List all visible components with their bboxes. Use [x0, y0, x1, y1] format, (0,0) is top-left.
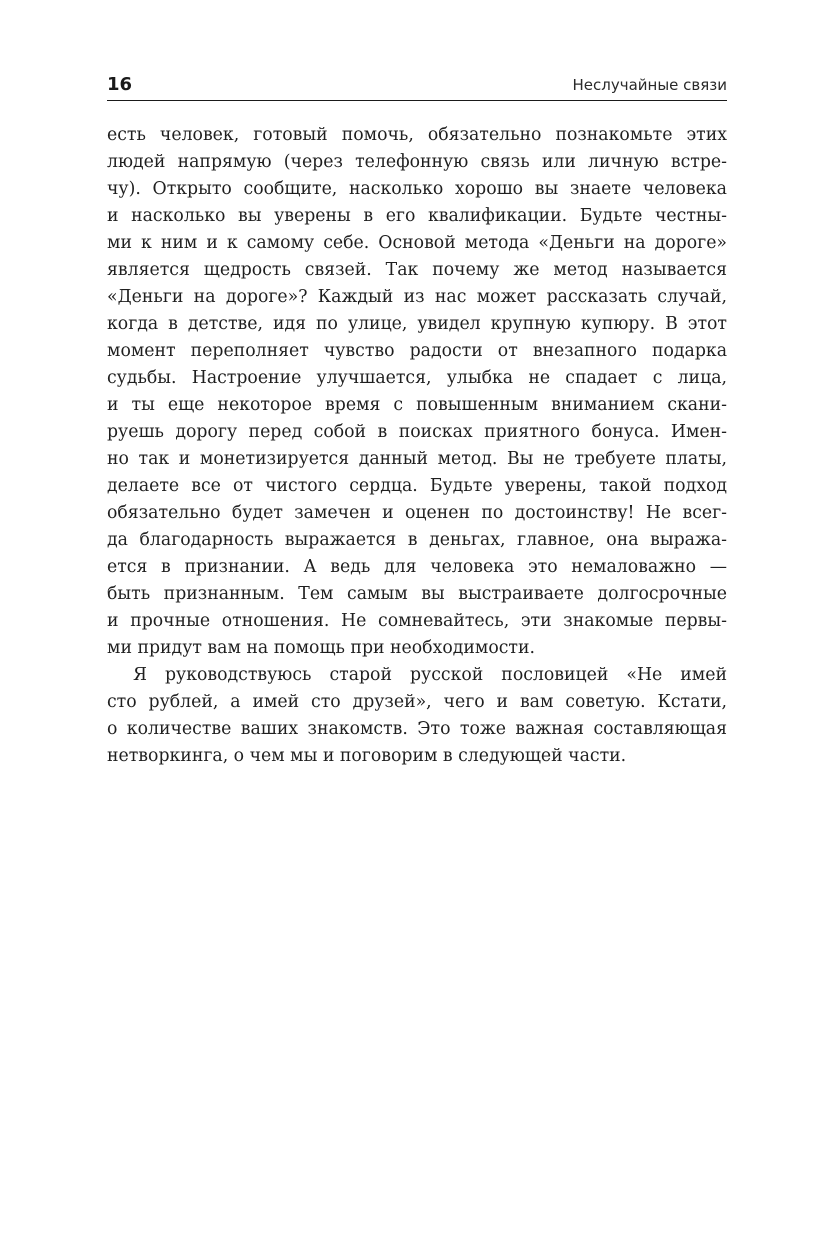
paragraph-1: [107, 122, 727, 662]
text-line: нетворкинга, о чем мы и поговорим в следующей части.: [107, 746, 627, 766]
text-line: и насколько вы уверены в его квалификации. Будьте честны-: [107, 206, 727, 226]
text-line: сто рублей, а имей сто друзей», чего и вам советую. Кстати,: [107, 692, 727, 712]
text-line: чу). Открыто сообщите, насколько хорошо вы знаете человека: [107, 179, 727, 199]
text-line: является щедрость связей. Так почему же метод называется: [107, 260, 727, 280]
text-line: Я руководствуюсь старой русской пословицей «Не имей: [133, 665, 727, 685]
text-line: момент переполняет чувство радости от внезапного подарка: [107, 341, 727, 361]
text-line: судьбы. Настроение улучшается, улыбка не спадает с лица,: [107, 368, 727, 388]
text-line: и прочные отношения. Не сомневайтесь, эти знакомые первы-: [107, 611, 727, 631]
text-line: когда в детстве, идя по улице, увидел крупную купюру. В этот: [107, 314, 727, 334]
running-title: Неслучайные связи: [572, 76, 727, 94]
body-text: [107, 122, 727, 770]
text-line: руешь дорогу перед собой в поисках приятного бонуса. Имен-: [107, 422, 727, 442]
text-line: есть человек, готовый помочь, обязательно познакомьте этих: [107, 125, 727, 145]
text-line: о количестве ваших знакомств. Это тоже важная составляющая: [107, 719, 727, 739]
page-number: 16: [107, 74, 133, 95]
text-line: людей напрямую (через телефонную связь или личную встре-: [107, 152, 727, 172]
text-line: да благодарность выражается в деньгах, главное, она выража-: [107, 530, 727, 550]
text-line: «Деньги на дороге»? Каждый из нас может рассказать случай,: [107, 287, 727, 307]
text-line: ми придут вам на помощь при необходимости.: [107, 638, 535, 658]
text-line: и ты еще некоторое время с повышенным вниманием скани-: [107, 395, 727, 415]
text-line: ми к ним и к самому себе. Основой метода «Деньги на дороге»: [107, 233, 727, 253]
running-header: [107, 72, 727, 101]
text-line: быть признанным. Тем самым вы выстраиваете долгосрочные: [107, 584, 727, 604]
paragraph-2: [107, 662, 727, 770]
text-line: обязательно будет замечен и оценен по достоинству! Не всег-: [107, 503, 727, 523]
text-line: ется в признании. А ведь для человека это немаловажно —: [107, 557, 727, 577]
text-line: но так и монетизируется данный метод. Вы не требуете платы,: [107, 449, 727, 469]
text-line: делаете все от чистого сердца. Будьте уверены, такой подход: [107, 476, 727, 496]
